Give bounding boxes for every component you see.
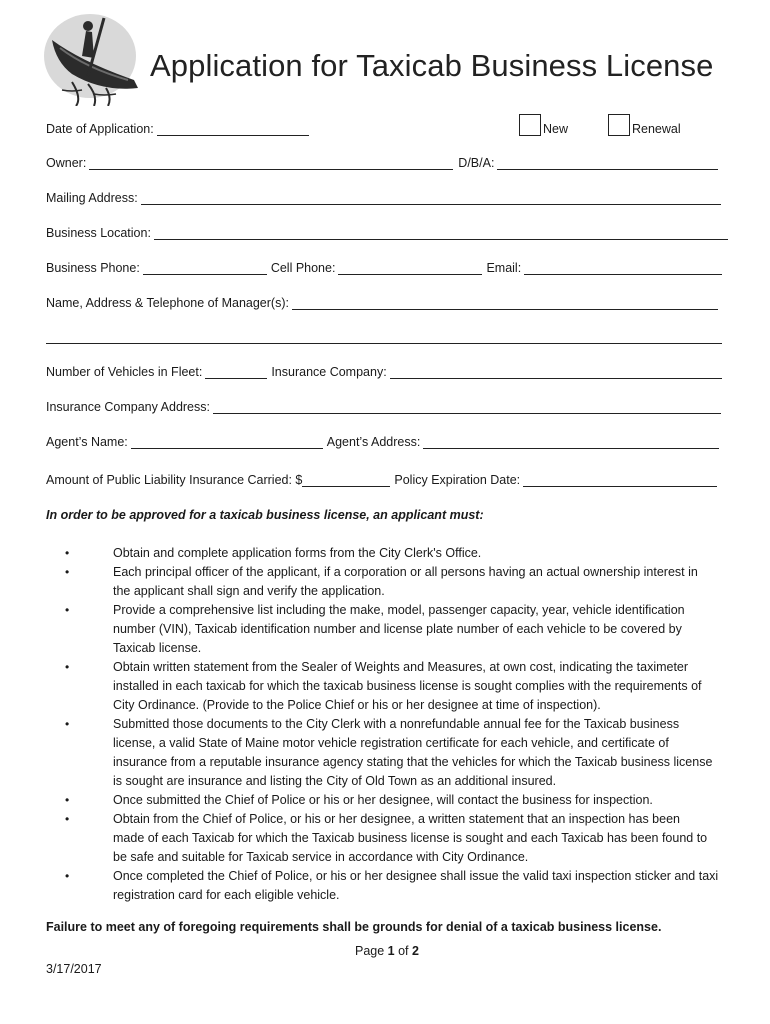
email-field[interactable]	[524, 261, 722, 275]
agents-address-label: Agent’s Address:	[326, 435, 421, 449]
requirement-item	[46, 867, 736, 905]
phones-row	[46, 255, 722, 275]
requirement-line: number (VIN), Taxicab identification number and license plate number of each vehicle to be covered by	[113, 622, 682, 636]
requirement-line: Taxicab license.	[113, 641, 202, 655]
insurance-company-address-label: Insurance Company Address:	[46, 400, 210, 414]
requirement-line: Provide a comprehensive list including the make, model, passenger capacity, year, vehicle identification	[113, 603, 685, 617]
liability-row	[46, 467, 717, 487]
mailing-address-label: Mailing Address:	[46, 191, 138, 205]
business-location-row	[46, 220, 728, 240]
page-prefix: Page	[355, 944, 388, 958]
date-of-application-label: Date of Application:	[46, 122, 154, 136]
agents-name-field[interactable]	[131, 435, 323, 449]
canoe-paddler-logo-icon	[42, 10, 148, 106]
requirement-line: Obtain from the Chief of Police, or his or her designee, a written statement that an inspection has been	[113, 812, 680, 826]
bullet-icon: •	[65, 603, 70, 617]
requirement-line: Obtain written statement from the Sealer of Weights and Measures, at own cost, indicating the taximeter	[113, 660, 689, 674]
bullet-icon: •	[65, 565, 70, 579]
liability-amount-label: Amount of Public Liability Insurance Carried: $	[46, 473, 303, 487]
business-location-field[interactable]	[154, 226, 728, 240]
business-location-label: Business Location:	[46, 226, 151, 240]
managers-field-continued[interactable]	[46, 330, 722, 344]
requirement-item	[46, 544, 736, 563]
requirement-line: City Ordinance. (Provide to the Police Chief or his or her designee at time of inspection).	[113, 698, 601, 712]
date-of-application-row	[46, 116, 309, 136]
bullet-icon: •	[65, 546, 70, 560]
managers-field[interactable]	[292, 296, 718, 310]
requirement-line: Each principal officer of the applicant, if a corporation or all persons having an actual ownership interest in	[113, 565, 698, 579]
managers-label: Name, Address & Telephone of Manager(s):	[46, 296, 289, 310]
page-total: 2	[412, 944, 419, 958]
requirement-item	[46, 601, 736, 658]
insurance-company-label: Insurance Company:	[271, 365, 387, 379]
requirement-item	[46, 791, 736, 810]
requirement-line: made of each Taxicab for which the Taxicab business license is sought and each Taxicab has been found to	[113, 831, 708, 845]
mailing-address-field[interactable]	[141, 191, 721, 205]
managers-row	[46, 290, 718, 310]
requirement-line: license, a valid State of Maine motor vehicle registration certificate for each vehicle, and certificate of	[113, 736, 669, 750]
renewal-checkbox-label: Renewal	[632, 122, 681, 136]
requirement-line: insurance from a reputable insurance agency stating that the vehicles for which the Taxicab business license	[113, 755, 713, 769]
bullet-icon: •	[65, 660, 70, 674]
mailing-address-row	[46, 185, 721, 205]
dba-field[interactable]	[497, 156, 718, 170]
bullet-icon: •	[65, 717, 70, 731]
requirement-line: be safe and suitable for Taxicab service in accordance with City Ordinance.	[113, 850, 529, 864]
insurance-address-row	[46, 394, 721, 414]
agent-row	[46, 429, 719, 449]
new-checkbox-label: New	[543, 122, 569, 136]
date-of-application-field[interactable]	[157, 122, 309, 136]
email-label: Email:	[486, 261, 522, 275]
requirement-line: is sought are insurance and listing the City of Old Town as an additional insured.	[113, 774, 557, 788]
new-option[interactable]	[519, 112, 568, 136]
revision-date: 3/17/2017	[46, 962, 102, 976]
bullet-icon: •	[65, 869, 70, 883]
owner-field[interactable]	[89, 156, 453, 170]
page-current: 1	[387, 944, 395, 958]
managers-row-continued	[46, 324, 722, 344]
liability-amount-field[interactable]	[302, 473, 390, 487]
insurance-company-address-field[interactable]	[213, 400, 721, 414]
requirement-item	[46, 810, 736, 867]
requirement-item	[46, 658, 736, 715]
requirement-line: registration card for each eligible vehicle.	[113, 888, 340, 902]
bullet-icon: •	[65, 812, 70, 826]
bullet-icon: •	[65, 793, 70, 807]
owner-row	[46, 150, 718, 170]
business-phone-label: Business Phone:	[46, 261, 140, 275]
new-checkbox[interactable]	[519, 114, 541, 136]
insurance-company-field[interactable]	[390, 365, 722, 379]
owner-label: Owner:	[46, 156, 87, 170]
agents-name-label: Agent’s Name:	[46, 435, 128, 449]
num-vehicles-label: Number of Vehicles in Fleet:	[46, 365, 203, 379]
requirement-line: Once completed the Chief of Police, or his or her designee shall issue the valid taxi inspection sticker and taxi	[113, 869, 719, 883]
requirement-line: Submitted those documents to the City Clerk with a nonrefundable annual fee for the Taxicab business	[113, 717, 680, 731]
failure-notice: Failure to meet any of foregoing requirements shall be grounds for denial of a taxicab business license.	[46, 920, 662, 934]
page-of: of	[394, 944, 412, 958]
requirements-heading: In order to be approved for a taxicab business license, an applicant must:	[46, 508, 484, 522]
dba-label: D/B/A:	[458, 156, 495, 170]
cell-phone-field[interactable]	[338, 261, 482, 275]
num-vehicles-field[interactable]	[205, 365, 267, 379]
page-number	[355, 944, 419, 958]
renewal-option[interactable]	[608, 112, 681, 136]
page-title: Application for Taxicab Business License	[150, 48, 714, 83]
requirement-line: Once submitted the Chief of Police or his or her designee, will contact the business for inspection.	[113, 793, 653, 807]
vehicles-row	[46, 359, 722, 379]
requirement-line: installed in each taxicab for which the taxicab business license is sought complies with the requirements of	[113, 679, 702, 693]
cell-phone-label: Cell Phone:	[270, 261, 336, 275]
requirement-line: the applicant shall sign and verify the application.	[113, 584, 385, 598]
renewal-checkbox[interactable]	[608, 114, 630, 136]
requirement-item	[46, 563, 736, 601]
agents-address-field[interactable]	[423, 435, 719, 449]
business-phone-field[interactable]	[143, 261, 267, 275]
policy-expiration-label: Policy Expiration Date:	[394, 473, 521, 487]
requirement-item	[46, 715, 736, 791]
requirement-line: Obtain and complete application forms from the City Clerk's Office.	[113, 546, 482, 560]
policy-expiration-field[interactable]	[523, 473, 717, 487]
requirements-list	[46, 544, 736, 905]
